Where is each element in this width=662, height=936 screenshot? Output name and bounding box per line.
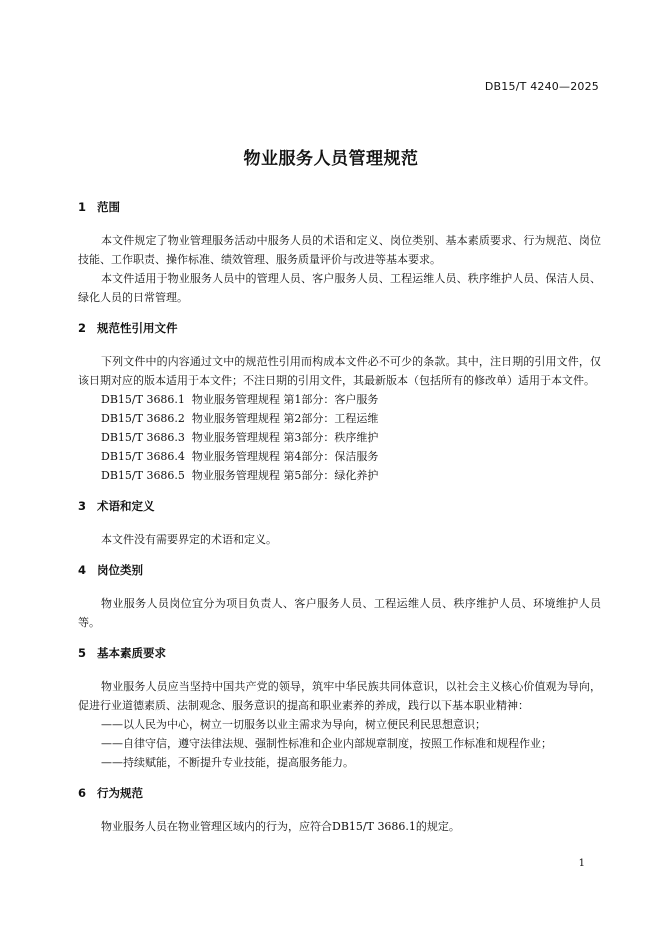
section-number: 2 bbox=[78, 321, 87, 335]
section-3-heading bbox=[78, 497, 601, 516]
reference-item: DB15/T 3686.5 物业服务管理规程 第5部分：绿化养护 bbox=[101, 469, 379, 482]
document-title: 物业服务人员管理规范 bbox=[243, 149, 419, 169]
section-number: 5 bbox=[78, 646, 87, 660]
section-number: 3 bbox=[78, 499, 87, 513]
section-2-intro: 下列文件中的内容通过文中的规范性引用而构成本文件必不可少的条款。其中，注日期的引用文件，仅该日期对应的版本适用于本文件；不注日期的引用文件，其最新版本（包括所有的修改单）适用于本文件。 bbox=[78, 355, 601, 387]
section-4-paragraph: 物业服务人员岗位宜分为项目负责人、客户服务人员、工程运维人员、秩序维护人员、环境维护人员等。 bbox=[78, 597, 601, 629]
section-1-paragraph-1: 本文件规定了物业管理服务活动中服务人员的术语和定义、岗位类别、基本素质要求、行为规范、岗位技能、工作职责、操作标准、绩效管理、服务质量评价与改进等基本要求。 bbox=[78, 234, 601, 266]
section-1-heading bbox=[78, 198, 601, 217]
section-4-heading bbox=[78, 561, 601, 580]
section-number: 1 bbox=[78, 200, 87, 214]
section-number: 6 bbox=[78, 786, 87, 800]
section-1-paragraph-2: 本文件适用于物业服务人员中的管理人员、客户服务人员、工程运维人员、秩序维护人员、保洁人员、绿化人员的日常管理。 bbox=[78, 272, 601, 304]
list-item: ——持续赋能，不断提升专业技能，提高服务能力。 bbox=[101, 756, 354, 769]
section-number: 4 bbox=[78, 563, 87, 577]
reference-item: DB15/T 3686.4 物业服务管理规程 第4部分：保洁服务 bbox=[101, 450, 379, 463]
section-title: 基本素质要求 bbox=[97, 646, 166, 660]
section-3-paragraph: 本文件没有需要界定的术语和定义。 bbox=[101, 533, 277, 546]
standard-code: DB15/T 4240—2025 bbox=[484, 80, 599, 93]
list-item: ——以人民为中心，树立一切服务以业主需求为导向，树立便民利民思想意识； bbox=[101, 718, 486, 731]
section-6-heading bbox=[78, 784, 601, 803]
page-number: 1 bbox=[578, 858, 585, 869]
section-title: 岗位类别 bbox=[97, 563, 143, 577]
section-5-paragraph: 物业服务人员应当坚持中国共产党的领导，筑牢中华民族共同体意识，以社会主义核心价值观为导向，促进行业道德素质、法制观念、服务意识的提高和职业素养的养成，践行以下基本职业精神： bbox=[78, 680, 601, 712]
section-title: 规范性引用文件 bbox=[97, 321, 178, 335]
reference-item: DB15/T 3686.2 物业服务管理规程 第2部分：工程运维 bbox=[101, 412, 379, 425]
section-title: 行为规范 bbox=[97, 786, 143, 800]
section-6-paragraph: 物业服务人员在物业管理区域内的行为，应符合DB15/T 3686.1的规定。 bbox=[101, 820, 460, 833]
section-title: 范围 bbox=[97, 200, 120, 214]
section-2-heading bbox=[78, 319, 601, 338]
section-5-heading bbox=[78, 644, 601, 663]
document-body bbox=[78, 198, 601, 836]
list-item: ——自律守信，遵守法律法规、强制性标准和企业内部规章制度，按照工作标准和规程作业； bbox=[101, 737, 552, 750]
section-title: 术语和定义 bbox=[97, 499, 155, 513]
reference-item: DB15/T 3686.3 物业服务管理规程 第3部分：秩序维护 bbox=[101, 431, 379, 444]
reference-item: DB15/T 3686.1 物业服务管理规程 第1部分：客户服务 bbox=[101, 393, 379, 406]
